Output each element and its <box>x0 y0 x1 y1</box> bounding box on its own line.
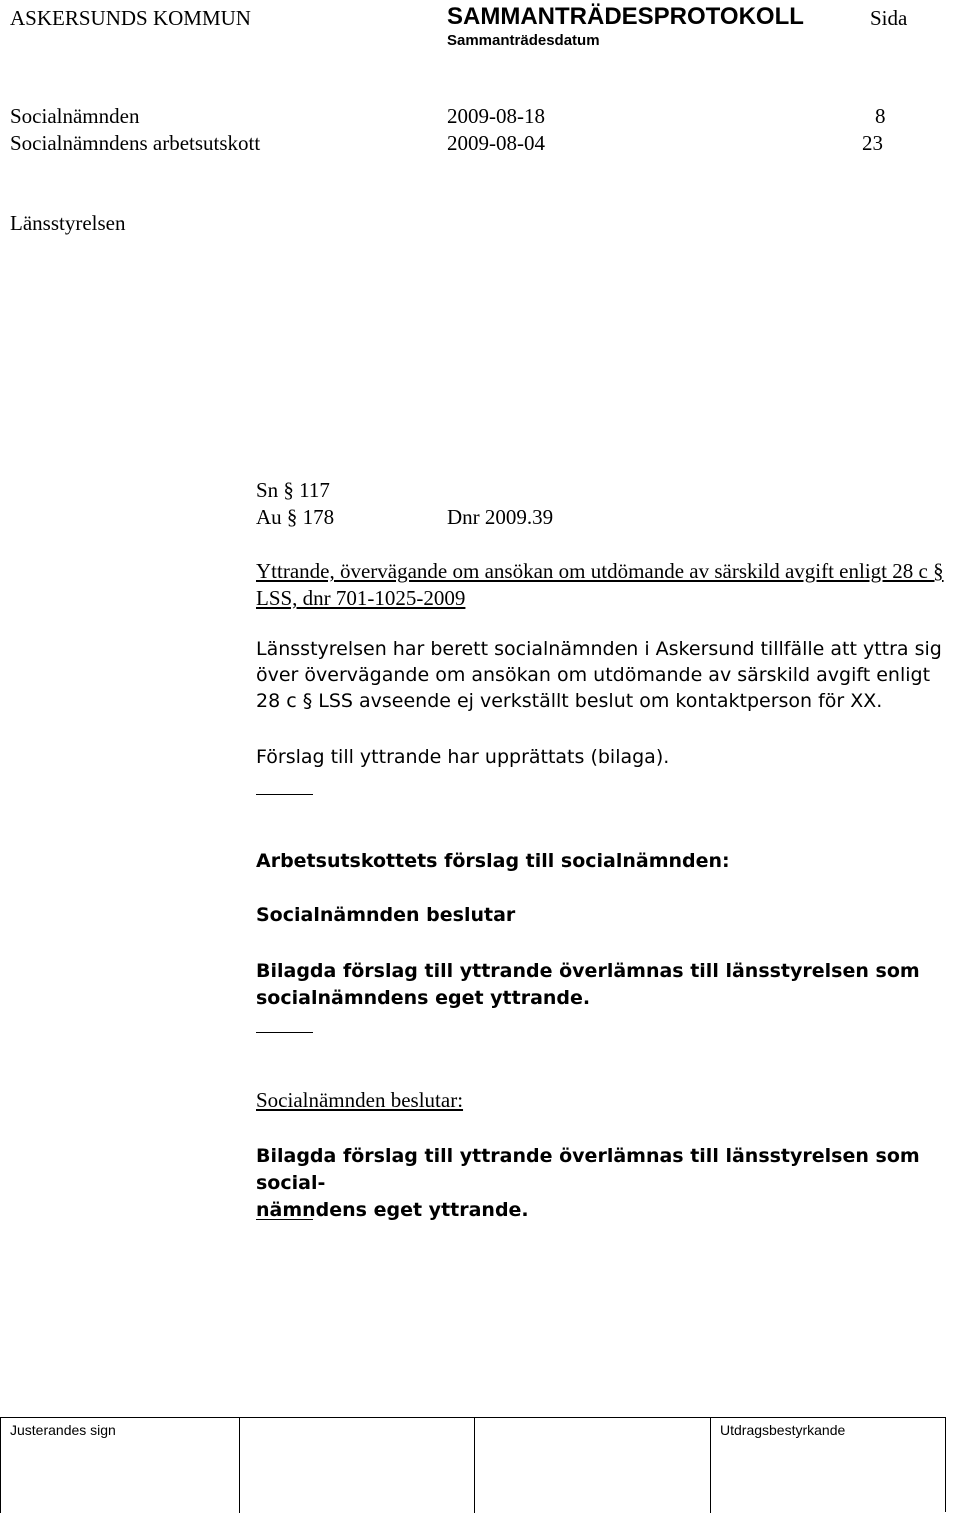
meeting-date-2: 2009-08-04 <box>447 131 545 155</box>
sn-decision-line-2: nämndens eget yttrande. <box>256 1199 529 1221</box>
separator-rule <box>256 794 313 795</box>
signature-footer <box>0 1417 946 1512</box>
document-title: SAMMANTRÄDESPROTOKOLL <box>447 3 804 30</box>
extract-certification-cell <box>710 1418 946 1513</box>
sn-decision-text <box>256 1143 956 1224</box>
sn-decision-line-1: Bilagda förslag till yttrande överlämnas till länsstyrelsen som social- <box>256 1145 920 1194</box>
au-decides-heading: Socialnämnden beslutar <box>256 904 516 926</box>
case-title: Yttrande, övervägande om ansökan om utdömande av särskild avgift enligt 28 c § LSS, dnr 701-1025-2009 <box>256 559 944 610</box>
diary-number: Dnr 2009.39 <box>447 505 554 529</box>
sign-box-label-cell <box>0 1418 239 1513</box>
meeting-page-2: 23 <box>862 131 883 155</box>
meeting-body-1: Socialnämnden <box>10 104 140 128</box>
meeting-page-1: 8 <box>875 104 886 128</box>
case-body-text: Länsstyrelsen har berett socialnämnden i Askersund tillfälle att yttra sig över övervägande om ansökan om utdömande av särskild avgift enligt 28 c § LSS avseende ej verkställt beslut om kontaktperson för XX. <box>256 638 942 712</box>
sign-box <box>239 1418 474 1513</box>
separator-rule <box>256 1032 313 1033</box>
sn-paragraph-ref: Sn § 117 <box>256 478 330 502</box>
proposal-text: Förslag till yttrande har upprättats (bilaga). <box>256 746 670 768</box>
justerandes-sign-label: Justerandes sign <box>10 1422 116 1438</box>
recipient: Länsstyrelsen <box>10 211 126 235</box>
meeting-body-2: Socialnämndens arbetsutskott <box>10 131 261 155</box>
sn-decision-heading: Socialnämnden beslutar: <box>256 1088 464 1112</box>
meeting-date-1: 2009-08-18 <box>447 104 545 128</box>
meeting-date-label: Sammanträdesdatum <box>447 32 600 49</box>
sign-box <box>474 1418 710 1513</box>
municipality-name: ASKERSUNDS KOMMUN <box>10 6 251 30</box>
au-decision-text: Bilagda förslag till yttrande överlämnas till länsstyrelsen som socialnämndens eget yttrande. <box>256 960 920 1009</box>
separator-rule <box>256 1219 313 1220</box>
au-proposal-heading: Arbetsutskottets förslag till socialnämnden: <box>256 850 730 872</box>
utdragsbestyrkande-label: Utdragsbestyrkande <box>720 1422 846 1438</box>
page-label: Sida <box>870 6 908 30</box>
au-paragraph-ref: Au § 178 <box>256 505 335 529</box>
